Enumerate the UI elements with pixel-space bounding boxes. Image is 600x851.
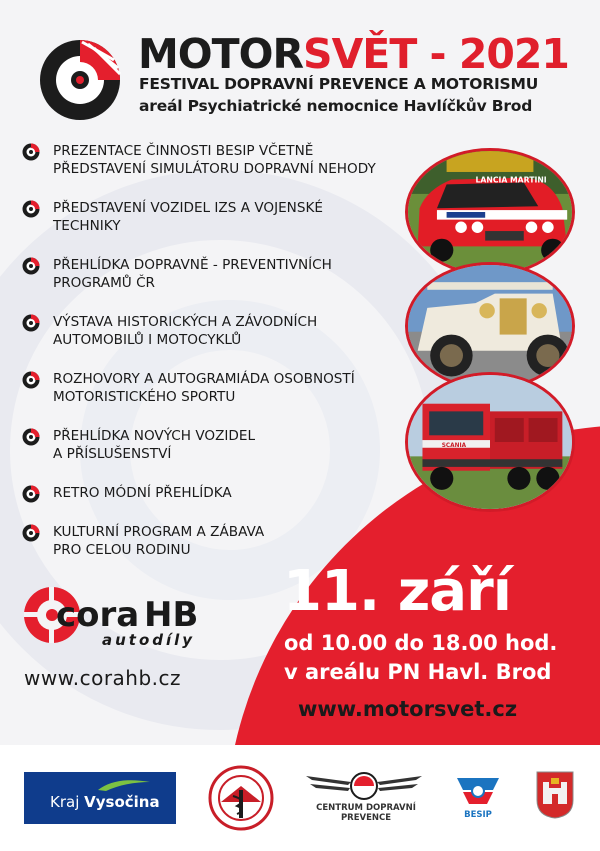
list-item-line2: PRO CELOU RODINU [53,542,191,558]
corahb-name-part2: HB [144,595,199,635]
list-item-line2: PŘEDSTAVENÍ SIMULÁTORU DOPRAVNÍ NEHODY [53,161,376,177]
sponsor-website-link[interactable]: www.corahb.cz [24,666,182,690]
list-item [22,313,412,349]
photo-rally-car [405,148,575,276]
list-bullet-icon [22,371,40,389]
list-item [22,199,412,235]
list-item-line2: A PŘÍSLUŠENSTVÍ [53,446,172,462]
event-time: od 10.00 do 18.00 hod. [284,631,558,655]
list-item-line1: PŘEHLÍDKA NOVÝCH VOZIDEL [53,428,256,444]
list-item-line1: PREZENTACE ČINNOSTI BESIP VČETNĚ [53,143,314,159]
nemocnice-logo-icon [207,764,275,832]
list-bullet-icon [22,200,40,218]
list-item [22,370,412,406]
fire-truck-label: SCANIA [441,442,467,449]
list-item-line1: PŘEDSTAVENÍ VOZIDEL IZS A VOJENSKÉ [53,200,323,216]
list-bullet-icon [22,314,40,332]
list-item [22,523,412,559]
list-item-line2: MOTORISTICKÉHO SPORTU [53,389,236,405]
list-item-line2: PROGRAMŮ ČR [53,275,156,291]
corahb-tagline: autodíly [102,631,196,648]
title-svet: SVĚT [303,30,417,78]
besip-label: BESIP [464,810,492,820]
program-list [22,142,412,559]
list-bullet-icon [22,257,40,275]
besip-logo-icon [453,772,503,808]
list-item [22,427,412,463]
list-item-line2: TECHNIKY [53,218,121,234]
centrum-line2: PREVENCE [340,813,392,823]
corahb-logo-icon [22,582,232,648]
list-bullet-icon [22,524,40,542]
motorsvet-logo-icon [38,38,122,122]
list-bullet-icon [22,428,40,446]
list-item [22,256,412,292]
photo-fire-truck [405,372,575,512]
rally-car-label: LANCIA MARTINI [475,175,547,185]
list-item-line1: VÝSTAVA HISTORICKÝCH A ZÁVODNÍCH [53,314,318,330]
list-bullet-icon [22,485,40,503]
list-item-line1: KULTURNÍ PROGRAM A ZÁBAVA [53,524,265,540]
event-date: 11. září [283,559,511,624]
list-item-line1: PŘEHLÍDKA DOPRAVNĚ - PREVENTIVNÍCH [53,257,332,273]
event-place: v areálu PN Havl. Brod [284,660,552,684]
subtitle-festival: FESTIVAL DOPRAVNÍ PREVENCE A MOTORISMU [139,75,539,93]
title-year: - 2021 [416,30,569,78]
corahb-name-part1: cora [56,595,140,635]
centrum-line1: CENTRUM DOPRAVNÍ [316,803,416,813]
list-item [22,142,412,178]
page-title [138,30,569,78]
subtitle-venue: areál Psychiatrické nemocnice Havlíčkův Brod [139,97,533,115]
town-crest-icon [535,770,575,820]
event-website-link[interactable]: www.motorsvet.cz [298,697,518,721]
centrum-wings-icon [302,770,426,802]
kraj-leaf-icon [96,778,152,792]
list-item-line2: AUTOMOBILŮ I MOTOCYKLŮ [53,332,242,348]
kraj-text-part2: Vysočina [84,793,160,811]
list-bullet-icon [22,143,40,161]
list-item-line1: ROZHOVORY A AUTOGRAMIÁDA OSOBNOSTÍ [53,371,355,387]
kraj-vysocina-text [50,793,160,811]
kraj-text-part1: Kraj [50,793,85,811]
photo-historic-car [405,262,575,390]
title-motor: MOTOR [138,30,304,78]
centrum-dopravni-prevence [312,803,420,823]
list-item-line1: RETRO MÓDNÍ PŘEHLÍDKA [53,485,232,501]
list-item [22,484,412,502]
